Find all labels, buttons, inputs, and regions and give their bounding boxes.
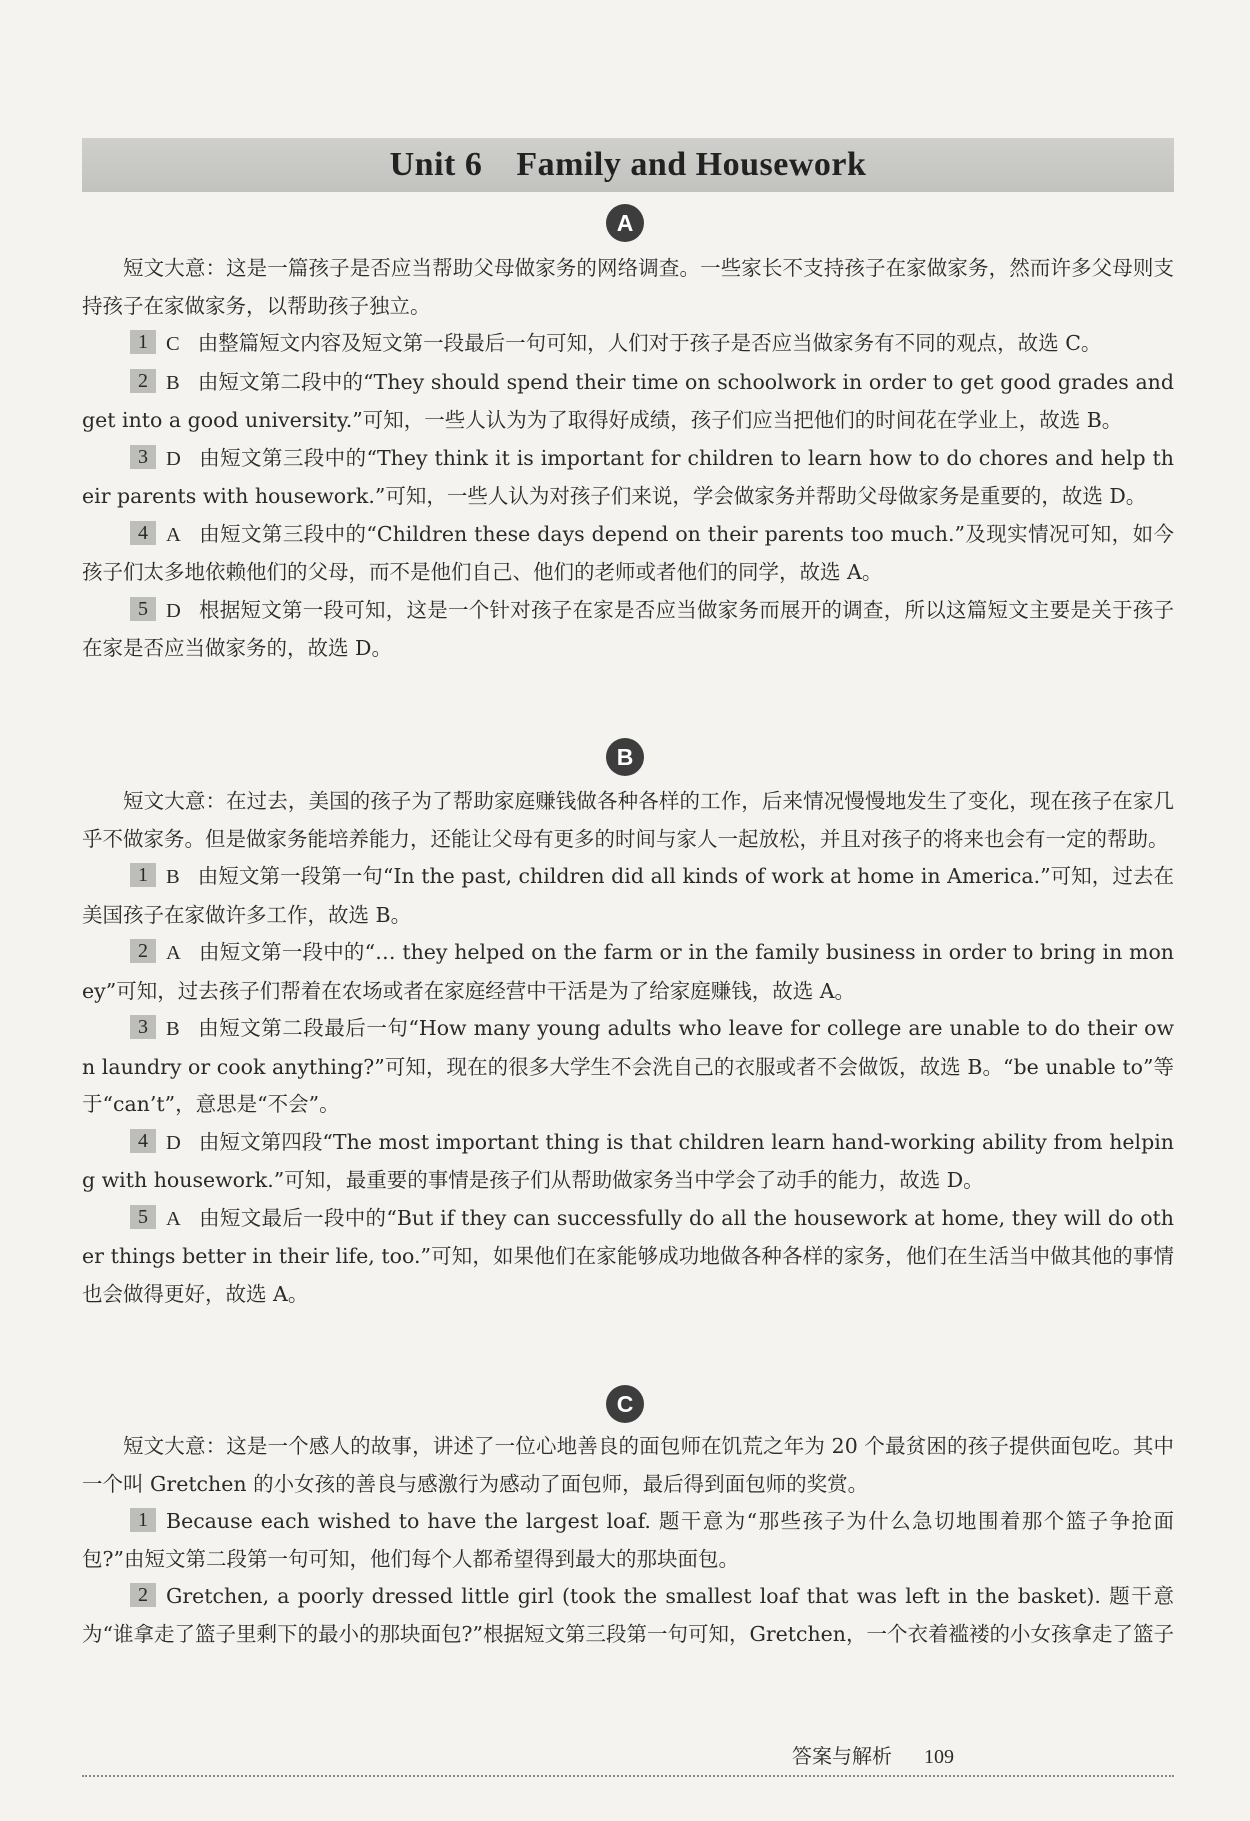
section-b-q1 [82, 858, 1174, 934]
explanation: 由短文第二段中的“They should spend their time on schoolwork in order to get good grades and get into a good university.”可知，一些人认为为了取得好成绩，孩子们应当把他们的时间花在学业上，故选 B。 [82, 369, 1174, 432]
section-c-q1 [82, 1503, 1174, 1578]
section-a [82, 250, 1174, 668]
explanation: 由短文第三段中的“They think it is important for children to learn how to do chores and help their parents with housework.”可知，一些人认为对孩子们来说，学会做家务并帮助父母做家务是重要的，故选 D。 [82, 445, 1174, 508]
unit-number: Unit 6 [389, 146, 483, 183]
section-a-marker: A [606, 204, 644, 242]
answer-letter: C [166, 333, 180, 355]
page-number: 109 [924, 1746, 954, 1768]
question-number: 3 [130, 445, 156, 469]
explanation: 由短文最后一段中的“But if they can successfully do all the housework at home, they will do other things better in their life, too.”可知，如果他们在家能够成功地做各种各样的家务，他们在生活当中做其他的事情也会做得更好，故选 A。 [82, 1205, 1174, 1306]
question-number: 4 [130, 1129, 156, 1153]
section-c-q2 [82, 1578, 1174, 1653]
explanation: 由短文第一段第一句“In the past, children did all kinds of work at home in America.”可知，过去在美国孩子在家做许多工作，故选 B。 [82, 864, 1174, 927]
section-c-summary: 短文大意：这是一个感人的故事，讲述了一位心地善良的面包师在饥荒之年为 20 个最贫困的孩子提供面包吃。其中一个叫 Gretchen 的小女孩的善良与感激行为感动了面包师，最后得到面包师的奖赏。 [82, 1434, 1174, 1496]
answer-letter: A [166, 523, 181, 546]
question-number: 5 [130, 1205, 156, 1229]
footer-label: 答案与解析 [792, 1744, 892, 1768]
answer-letter: D [166, 447, 181, 470]
explanation: Gretchen, a poorly dressed little girl (took the smallest loaf that was left in the basket). 题干意为“谁拿走了篮子里剩下的最小的那块面包?”根据短文第三段第一句可知，Gretchen，一个衣着褴褛的小女孩拿走了篮子 [82, 1584, 1175, 1646]
section-a-q1 [82, 325, 1174, 364]
question-number: 1 [130, 330, 156, 354]
answer-letter: B [166, 866, 180, 888]
section-a-q4 [82, 516, 1174, 592]
question-number: 4 [130, 521, 156, 545]
section-b-q3 [82, 1010, 1174, 1124]
question-number: 2 [130, 369, 156, 393]
section-b-summary: 短文大意：在过去，美国的孩子为了帮助家庭赚钱做各种各样的工作，后来情况慢慢地发生了变化，现在孩子在家几乎不做家务。但是做家务能培养能力，还能让父母有更多的时间与家人一起放松，并且对孩子的将来也会有一定的帮助。 [82, 789, 1174, 851]
section-c [82, 1428, 1174, 1653]
question-number: 1 [130, 863, 156, 887]
section-b-q5 [82, 1200, 1174, 1314]
unit-title [390, 146, 867, 184]
answer-letter: A [166, 942, 181, 964]
section-a-q5 [82, 592, 1174, 668]
answer-letter: A [166, 1207, 181, 1230]
unit-name: Family and Housework [516, 146, 867, 183]
question-number: 2 [130, 1583, 156, 1607]
section-c-marker: C [606, 1385, 644, 1423]
section-b [82, 783, 1174, 1313]
section-b-marker: B [606, 738, 644, 776]
explanation: Because each wished to have the largest loaf. 题干意为“那些孩子为什么急切地围着那个篮子争抢面包?”由短文第二段第一句可知，他们每个人都希望得到最大的那块面包。 [82, 1509, 1174, 1571]
answer-letter: D [166, 599, 181, 622]
section-b-q4 [82, 1124, 1174, 1200]
explanation: 由短文第三段中的“Children these days depend on their parents too much.”及现实情况可知，如今孩子们太多地依赖他们的父母，而不是他们自己、他们的老师或者他们的同学，故选 A。 [82, 521, 1174, 584]
unit-title-banner [82, 138, 1174, 192]
section-a-summary: 短文大意：这是一篇孩子是否应当帮助父母做家务的网络调查。一些家长不支持孩子在家做家务，然而许多父母则支持孩子在家做家务，以帮助孩子独立。 [82, 256, 1174, 318]
section-a-q2 [82, 364, 1174, 440]
answer-letter: B [166, 1018, 180, 1040]
explanation: 根据短文第一段可知，这是一个针对孩子在家是否应当做家务而展开的调查，所以这篇短文主要是关于孩子在家是否应当做家务的，故选 D。 [82, 597, 1174, 660]
section-b-q2 [82, 934, 1174, 1010]
answer-letter: D [166, 1131, 181, 1154]
explanation: 由短文第二段最后一句“How many young adults who leave for college are unable to do their own laundry or cook anything?”可知，现在的很多大学生不会洗自己的衣服或者不会做饭，故选 B。“be unable to”等于“can’t”，意思是“不会”。 [82, 1016, 1174, 1116]
question-number: 5 [130, 597, 156, 621]
explanation: 由短文第一段中的“… they helped on the farm or in the family business in order to bring in money”可知，过去孩子们帮着在农场或者在家庭经营中干活是为了给家庭赚钱，故选 A。 [82, 940, 1174, 1003]
explanation: 由整篇短文内容及短文第一段最后一句可知，人们对于孩子是否应当做家务有不同的观点，故选 C。 [197, 331, 1102, 355]
question-number: 3 [130, 1015, 156, 1039]
page-footer [82, 1740, 1174, 1777]
section-a-q3 [82, 440, 1174, 516]
explanation: 由短文第四段“The most important thing is that children learn hand-working ability from helping with housework.”可知，最重要的事情是孩子们从帮助做家务当中学会了动手的能力，故选 D。 [82, 1129, 1174, 1192]
answer-letter: B [166, 371, 180, 394]
question-number: 1 [130, 1508, 156, 1532]
question-number: 2 [130, 939, 156, 963]
